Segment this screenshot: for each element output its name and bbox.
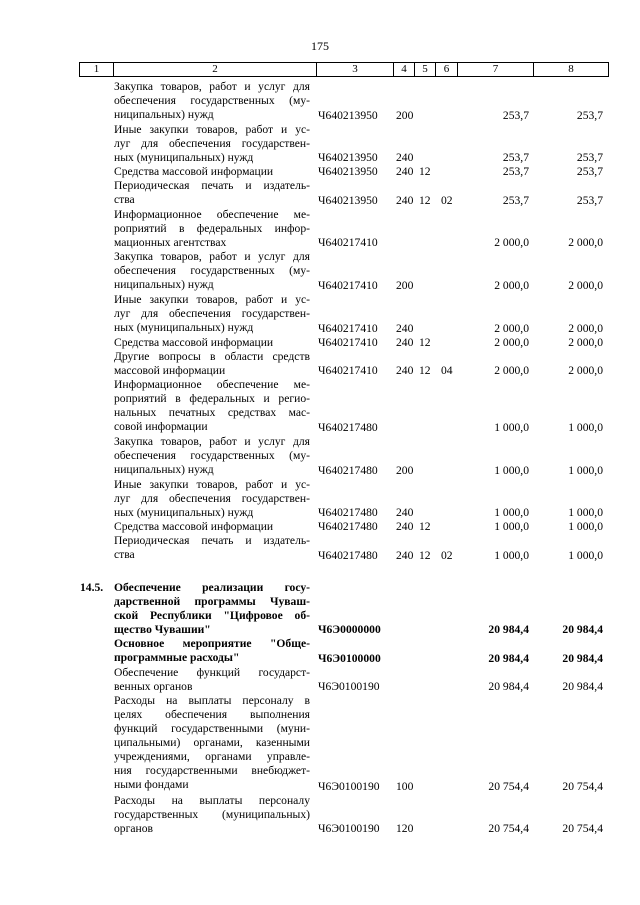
row-name-line: Расходы на выплаты персоналу в: [114, 694, 310, 708]
table-row: [0, 435, 640, 478]
row-name-line: Иные закупки товаров, работ и ус-: [114, 292, 310, 306]
row-name-line: Обеспечение функций государст-: [114, 665, 310, 679]
amount-year-1: 1 000,0: [494, 520, 529, 534]
row-name-line: Закупка товаров, работ и услуг для: [114, 434, 310, 448]
expense-type-code: 240: [396, 520, 414, 534]
amount-year-1: 20 754,4: [488, 779, 529, 793]
row-name: [114, 478, 310, 520]
row-name-line: мационных агентствах: [114, 235, 227, 249]
amount-year-2: 20 984,4: [562, 651, 603, 665]
table-row: [0, 378, 640, 435]
amount-year-1: 1 000,0: [494, 420, 529, 434]
expense-type-code: 240: [396, 506, 414, 520]
amount-year-2: 2 000,0: [568, 335, 603, 349]
amount-year-1: 20 754,4: [488, 822, 529, 836]
row-name: [114, 794, 310, 836]
row-name: [114, 179, 310, 207]
table-row: [0, 208, 640, 251]
amount-year-2: 20 984,4: [562, 623, 603, 637]
row-name-line: нальных печатных средствах мас-: [114, 406, 310, 420]
table-row: [0, 80, 640, 123]
expense-type-code: 240: [396, 364, 414, 378]
amount-year-1: 1 000,0: [494, 463, 529, 477]
row-name-line: ных (муниципальных) нужд: [114, 505, 254, 519]
target-article-code: Ч640217480: [318, 463, 378, 477]
row-name-line: щество Чувашии": [114, 622, 211, 636]
target-article-code: Ч640213950: [318, 151, 378, 165]
budget-table-body: [0, 80, 640, 836]
amount-year-2: 253,7: [576, 193, 603, 207]
row-name-line: луг для обеспечения государствен-: [114, 491, 310, 505]
row-name: [114, 666, 310, 694]
table-row: [0, 694, 640, 793]
table-row: [0, 534, 640, 562]
header-col-3: 3: [317, 63, 394, 76]
section-code: 12: [419, 165, 431, 179]
row-name: [114, 694, 310, 792]
row-name-line: ниципальных) нужд: [114, 278, 214, 292]
expense-type-code: 240: [396, 165, 414, 179]
row-name-line: обеспечения государственных (му-: [114, 94, 310, 107]
amount-year-2: 1 000,0: [568, 506, 603, 520]
section-code: 12: [419, 520, 431, 534]
table-row: [0, 250, 640, 293]
row-name-line: ства: [114, 548, 135, 562]
row-name-line: Иные закупки товаров, работ и ус-: [114, 477, 310, 491]
expense-type-code: 240: [396, 151, 414, 165]
amount-year-2: 253,7: [576, 108, 603, 122]
target-article-code: Ч640217410: [318, 335, 378, 349]
table-row: [0, 520, 640, 534]
header-col-1: 1: [80, 63, 114, 76]
row-name-line: роприятий в федеральных и регио-: [114, 392, 310, 406]
table-row: [0, 581, 640, 638]
table-row: [0, 293, 640, 336]
row-name-line: учреждениями, органами управле-: [114, 750, 310, 764]
row-name: [114, 123, 310, 165]
amount-year-1: 1 000,0: [494, 548, 529, 562]
target-article-code: Ч640217410: [318, 321, 378, 335]
row-name: [114, 520, 310, 534]
row-name-line: ния государственными внебюджет-: [114, 764, 310, 778]
row-name-line: луг для обеспечения государствен-: [114, 136, 310, 150]
target-article-code: Ч640217480: [318, 506, 378, 520]
row-name-line: Закупка товаров, работ и услуг для: [114, 250, 310, 264]
row-name-line: Средства массовой информации: [114, 520, 274, 534]
amount-year-1: 20 984,4: [488, 623, 529, 637]
section-code: 12: [419, 335, 431, 349]
target-article-code: Ч640213950: [318, 108, 378, 122]
row-name-line: программные расходы": [114, 651, 240, 665]
table-header: [79, 62, 609, 77]
amount-year-2: 2 000,0: [568, 236, 603, 250]
row-name-line: функций государственными (муни-: [114, 722, 310, 736]
row-name-line: Средства массовой информации: [114, 165, 274, 179]
target-article-code: Ч640217480: [318, 420, 378, 434]
row-name: [114, 208, 310, 250]
row-name-line: луг для обеспечения государствен-: [114, 306, 310, 320]
target-article-code: Ч6Э0100190: [318, 822, 380, 836]
amount-year-2: 1 000,0: [568, 420, 603, 434]
amount-year-1: 253,7: [502, 165, 529, 179]
amount-year-1: 20 984,4: [488, 680, 529, 694]
target-article-code: Ч6Э0100000: [318, 651, 381, 665]
target-article-code: Ч640213950: [318, 193, 378, 207]
target-article-code: Ч6Э0000000: [318, 623, 381, 637]
target-article-code: Ч640217410: [318, 278, 378, 292]
row-name-line: ных (муниципальных) нужд: [114, 150, 254, 164]
row-name-line: Другие вопросы в области средств: [114, 349, 310, 363]
row-name-line: массовой информации: [114, 363, 226, 377]
amount-year-2: 1 000,0: [568, 463, 603, 477]
amount-year-1: 253,7: [502, 193, 529, 207]
target-article-code: Ч640217480: [318, 548, 378, 562]
row-name: [114, 165, 310, 179]
row-name-line: Расходы на выплаты персоналу: [114, 793, 310, 807]
table-row: [0, 123, 640, 166]
row-name-line: ными фондами: [114, 778, 189, 792]
amount-year-2: 20 984,4: [562, 680, 603, 694]
row-number: 14.5.: [80, 580, 104, 594]
target-article-code: Ч6Э0100190: [318, 779, 380, 793]
row-name-line: Информационное обеспечение ме-: [114, 378, 310, 392]
subsection-code: 02: [441, 193, 453, 207]
amount-year-2: 2 000,0: [568, 321, 603, 335]
table-row: [0, 637, 640, 665]
row-name-line: Периодическая печать и издатель-: [114, 534, 310, 548]
section-code: 12: [419, 548, 431, 562]
row-name-line: Иные закупки товаров, работ и ус-: [114, 122, 310, 136]
row-name-line: Закупка товаров, работ и услуг для: [114, 80, 310, 93]
row-name-line: обеспечения государственных (му-: [114, 448, 310, 462]
header-col-7: 7: [458, 63, 534, 76]
amount-year-1: 2 000,0: [494, 236, 529, 250]
header-col-4: 4: [394, 63, 415, 76]
expense-type-code: 200: [396, 463, 414, 477]
row-name-line: ных (муниципальных) нужд: [114, 320, 254, 334]
amount-year-1: 2 000,0: [494, 364, 529, 378]
row-name-line: Периодическая печать и издатель-: [114, 179, 310, 193]
expense-type-code: 240: [396, 321, 414, 335]
target-article-code: Ч640213950: [318, 165, 378, 179]
row-name-line: органов: [114, 821, 153, 835]
row-name-line: совой информации: [114, 420, 208, 434]
row-name-line: целях обеспечения выполнения: [114, 708, 310, 722]
expense-type-code: 200: [396, 108, 414, 122]
row-name-line: ниципальных) нужд: [114, 462, 214, 476]
amount-year-2: 2 000,0: [568, 364, 603, 378]
amount-year-1: 20 984,4: [488, 651, 529, 665]
amount-year-2: 1 000,0: [568, 548, 603, 562]
row-name-line: Информационное обеспечение ме-: [114, 207, 310, 221]
expense-type-code: 200: [396, 278, 414, 292]
amount-year-2: 2 000,0: [568, 278, 603, 292]
row-name: [114, 581, 310, 637]
amount-year-1: 2 000,0: [494, 335, 529, 349]
target-article-code: Ч640217410: [318, 236, 378, 250]
row-name-line: дарственной программы Чуваш-: [114, 594, 310, 608]
row-name: [114, 534, 310, 562]
row-name-line: роприятий в федеральных инфор-: [114, 221, 310, 235]
row-name: [114, 250, 310, 292]
table-row: [0, 350, 640, 378]
amount-year-2: 1 000,0: [568, 520, 603, 534]
table-row: [0, 666, 640, 694]
table-row: [0, 336, 640, 350]
amount-year-2: 20 754,4: [562, 779, 603, 793]
table-row: [0, 165, 640, 179]
table-row: [0, 794, 640, 837]
expense-type-code: 240: [396, 335, 414, 349]
header-col-6: 6: [436, 63, 458, 76]
amount-year-1: 2 000,0: [494, 321, 529, 335]
row-name: [114, 637, 310, 665]
row-name-line: ства: [114, 193, 135, 207]
section-code: 12: [419, 193, 431, 207]
amount-year-2: 253,7: [576, 165, 603, 179]
row-name: [114, 293, 310, 335]
table-row: [0, 179, 640, 207]
expense-type-code: 240: [396, 193, 414, 207]
table-row: [0, 478, 640, 521]
target-article-code: Ч640217480: [318, 520, 378, 534]
row-name-line: Средства массовой информации: [114, 335, 274, 349]
row-name-line: венных органов: [114, 679, 193, 693]
row-name: [114, 350, 310, 378]
row-name-line: государственных (муниципальных): [114, 807, 310, 821]
row-name: [114, 378, 310, 434]
row-name: [114, 435, 310, 477]
expense-type-code: 100: [396, 779, 414, 793]
row-name: [114, 80, 310, 122]
amount-year-1: 1 000,0: [494, 506, 529, 520]
amount-year-2: 253,7: [576, 151, 603, 165]
amount-year-1: 253,7: [502, 108, 529, 122]
header-col-2: 2: [114, 63, 317, 76]
amount-year-1: 253,7: [502, 151, 529, 165]
row-name-line: ниципальных) нужд: [114, 108, 214, 121]
row-name-line: ципальными) органами, казенными: [114, 736, 310, 750]
expense-type-code: 240: [396, 548, 414, 562]
row-name-line: Основное мероприятие "Обще-: [114, 637, 310, 651]
amount-year-2: 20 754,4: [562, 822, 603, 836]
row-name-line: обеспечения государственных (му-: [114, 264, 310, 278]
row-name-line: ской Республики "Цифровое об-: [114, 608, 310, 622]
page-number: 175: [311, 39, 329, 53]
target-article-code: Ч6Э0100190: [318, 680, 380, 694]
header-col-5: 5: [415, 63, 436, 76]
row-name-line: Обеспечение реализации госу-: [114, 580, 310, 594]
amount-year-1: 2 000,0: [494, 278, 529, 292]
subsection-code: 04: [441, 364, 453, 378]
section-code: 12: [419, 364, 431, 378]
row-name: [114, 336, 310, 350]
target-article-code: Ч640217410: [318, 364, 378, 378]
subsection-code: 02: [441, 548, 453, 562]
expense-type-code: 120: [396, 822, 414, 836]
header-col-8: 8: [568, 63, 574, 75]
